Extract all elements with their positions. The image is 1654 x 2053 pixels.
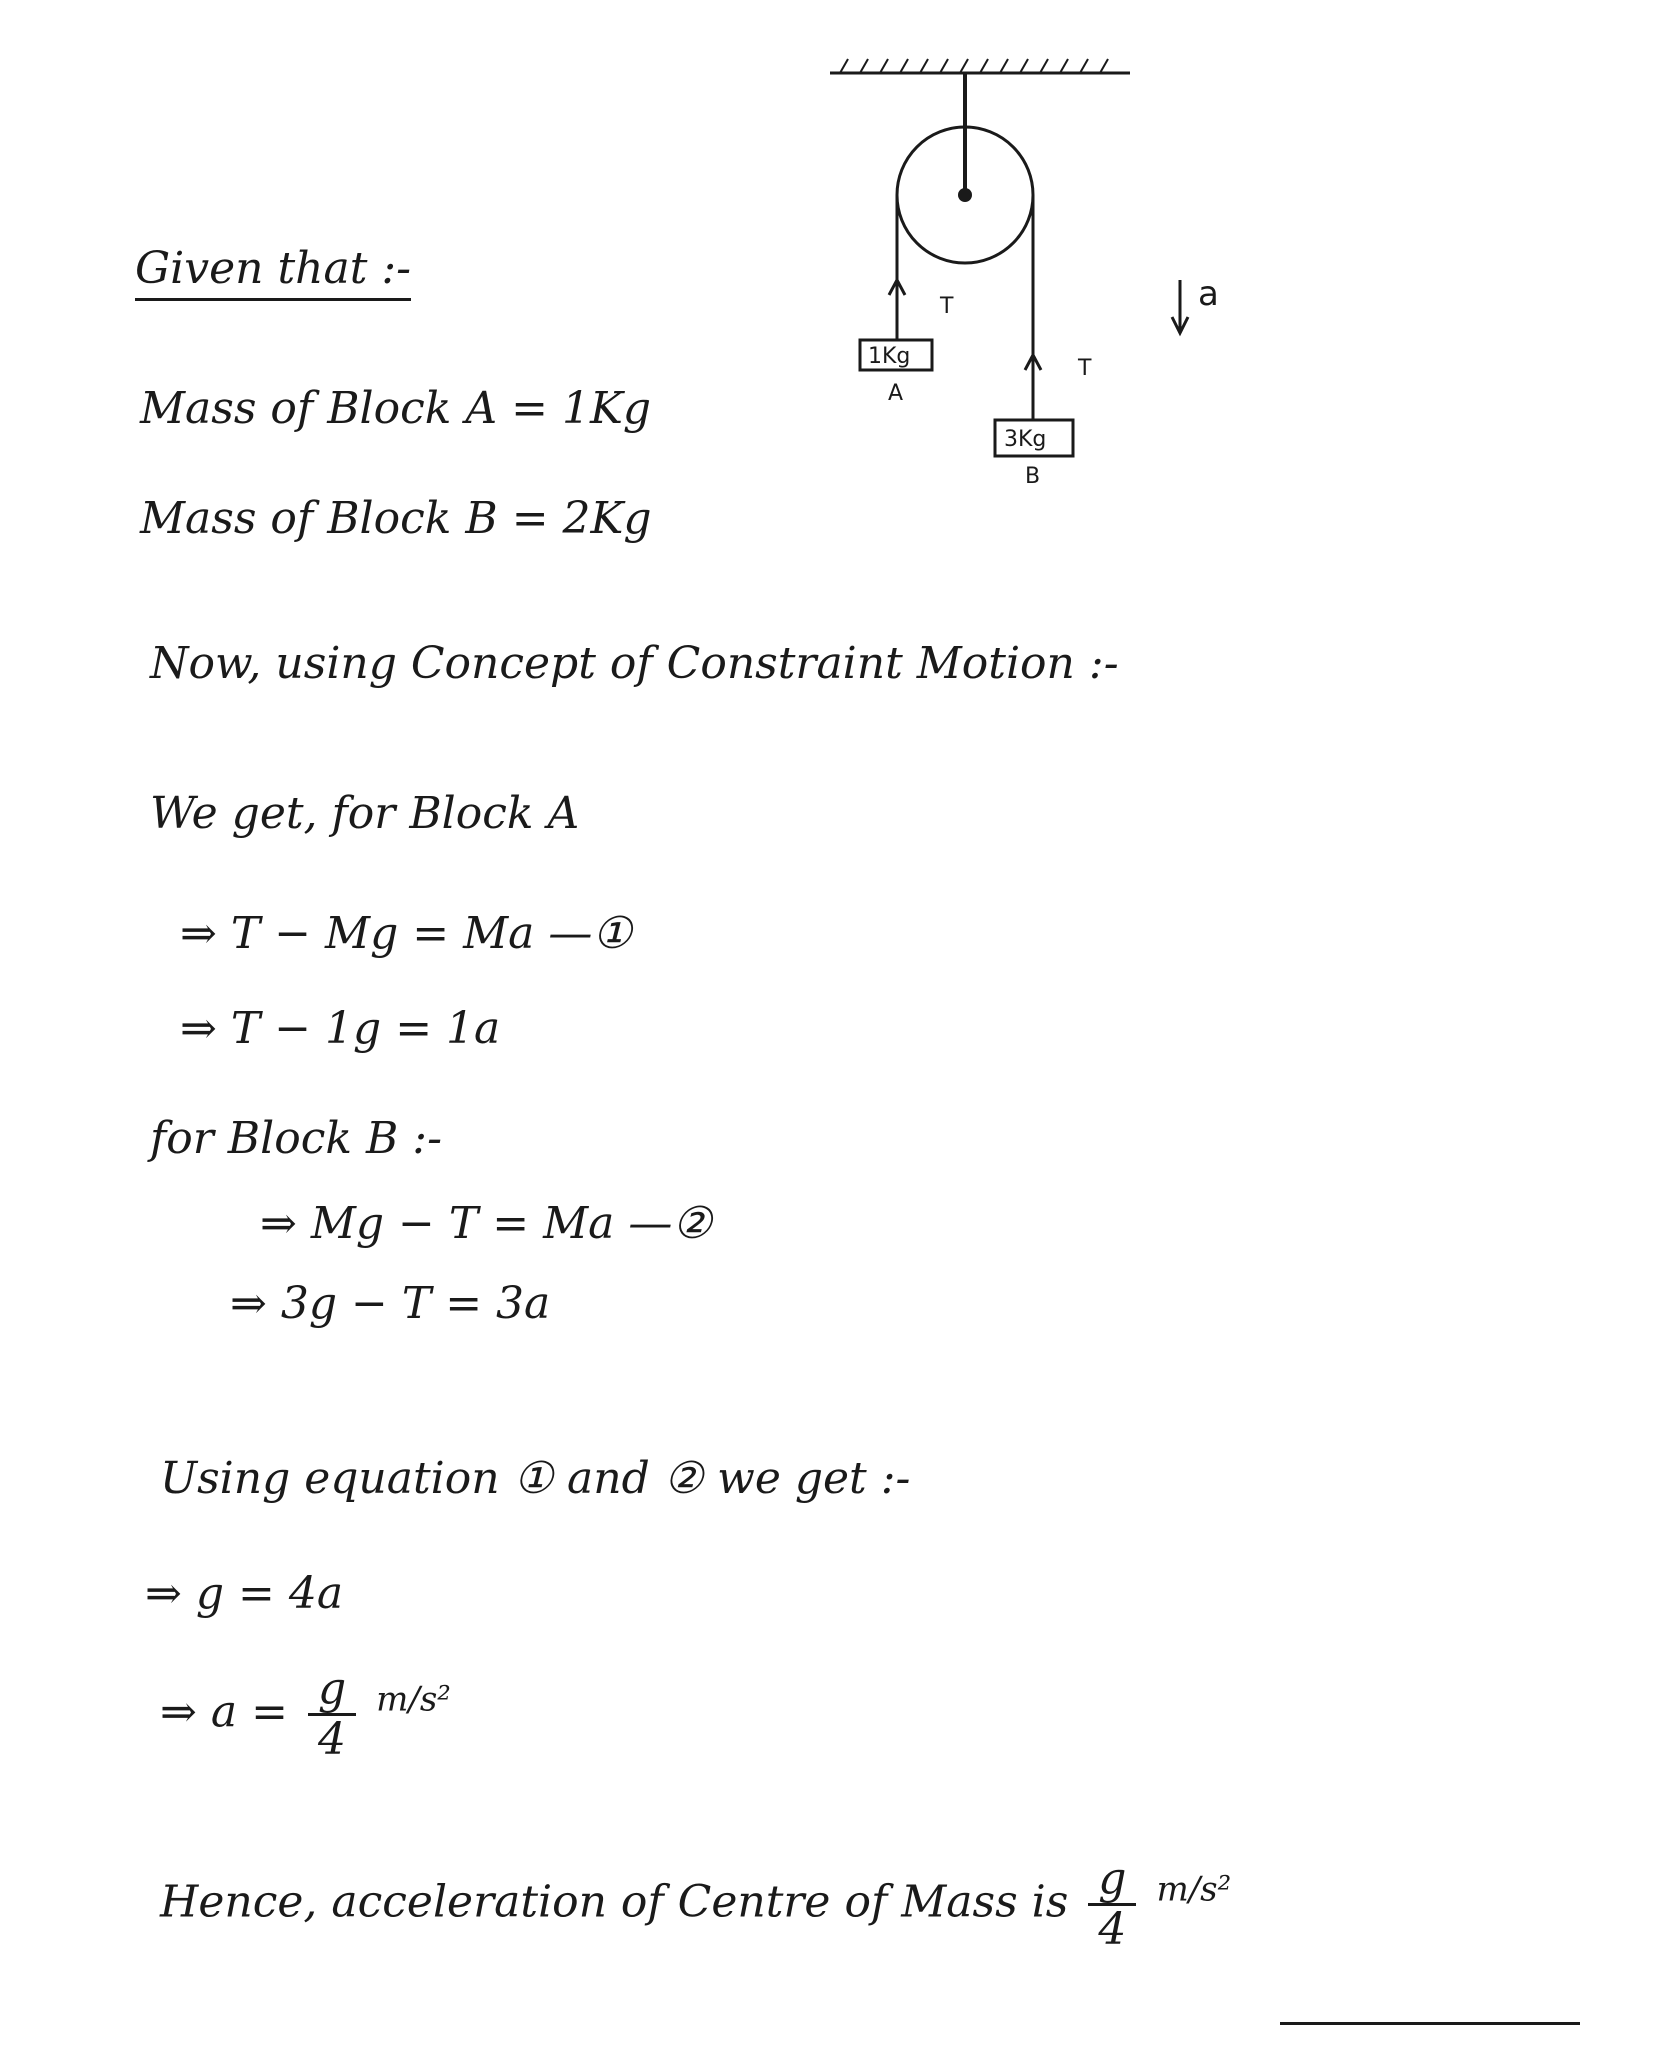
concept-line: Now, using Concept of Constraint Motion :- (150, 638, 1119, 689)
result-2-fraction (308, 1665, 356, 1765)
block-a-intro: We get, for Block A (150, 788, 580, 839)
given-heading: Given that :- (135, 245, 411, 293)
block-a-name: A (888, 381, 904, 406)
conclusion-unit: m/s² (1156, 1869, 1232, 1910)
block-b-intro: for Block B :- (150, 1113, 442, 1164)
mass-b-line: Mass of Block B = 2Kg (140, 493, 652, 544)
conclusion-denominator: 4 (1098, 1904, 1127, 1956)
equation-1: ⇒ T − Mg = Ma —① (180, 908, 632, 959)
equation-1b: ⇒ T − 1g = 1a (180, 1003, 501, 1054)
conclusion-text: Hence, acceleration of Centre of Mass is (160, 1876, 1069, 1928)
block-a-mass: 1Kg (868, 344, 911, 369)
conclusion-numerator: g (1088, 1855, 1136, 1906)
pulley-diagram (830, 55, 1250, 485)
tension-label-b: T (1078, 356, 1092, 381)
conclusion-fraction (1088, 1855, 1136, 1955)
result-2-unit: m/s² (376, 1679, 451, 1720)
block-b-mass: 3Kg (1004, 427, 1047, 452)
conclusion (160, 1855, 1231, 1955)
combine-intro: Using equation ① and ② we get :- (160, 1453, 911, 1504)
accel-label: a (1198, 274, 1219, 314)
result-2-denominator: 4 (318, 1714, 347, 1766)
result-2-prefix: ⇒ a = (160, 1686, 288, 1738)
tension-label-a: T (940, 294, 954, 319)
mass-a-line: Mass of Block A = 1Kg (140, 383, 652, 434)
answer-underline (1280, 2022, 1580, 2025)
result-1: ⇒ g = 4a (145, 1568, 344, 1619)
result-2 (160, 1665, 451, 1765)
result-2-numerator: g (308, 1665, 356, 1716)
equation-2b: ⇒ 3g − T = 3a (230, 1278, 551, 1329)
equation-2: ⇒ Mg − T = Ma —② (260, 1198, 712, 1249)
block-b-name: B (1025, 464, 1041, 485)
